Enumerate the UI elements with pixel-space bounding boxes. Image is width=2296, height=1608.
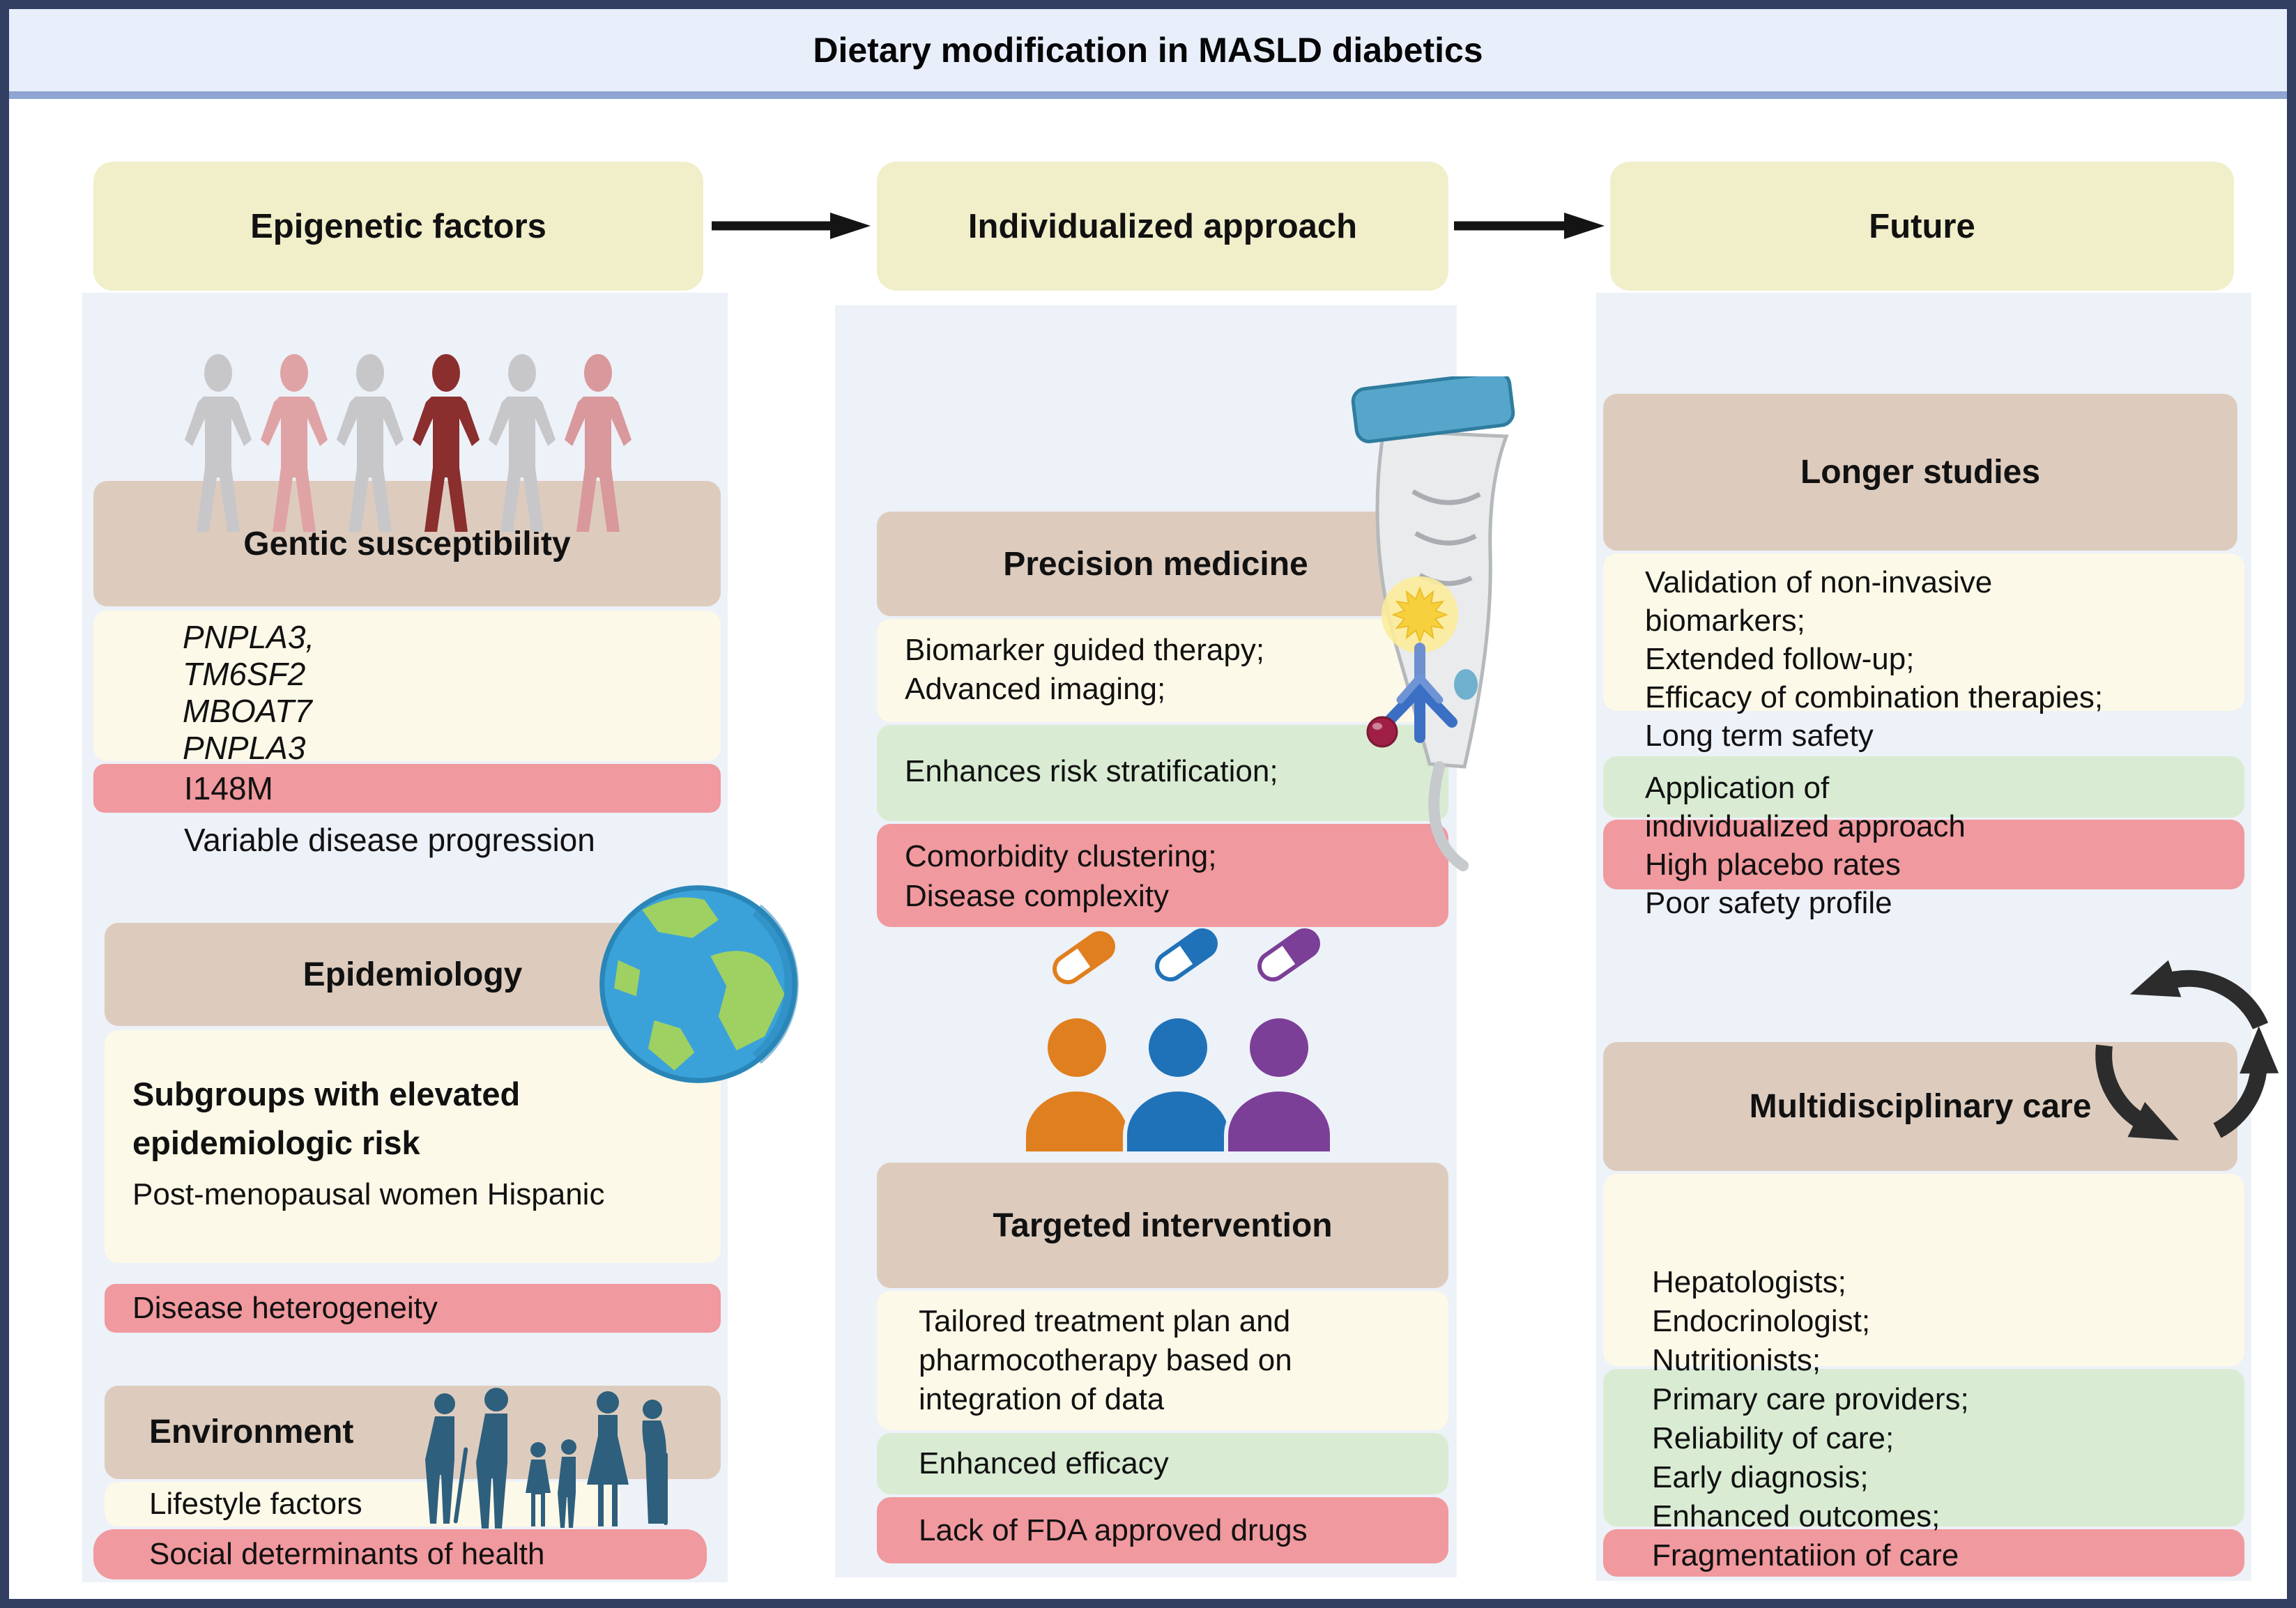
epidemiology-body-text: Post-menopausal women Hispanic (132, 1177, 605, 1211)
multidisciplinary-lines (1652, 1263, 1969, 1575)
targeted-body-lines (919, 1302, 1292, 1419)
care-team-line: Enhanced outcomes; (1652, 1499, 1941, 1533)
care-team-line: Primary care providers; (1652, 1382, 1969, 1416)
cycle-arrows-icon (2081, 956, 2283, 1158)
future-benefit-line: Application of (1645, 771, 1830, 805)
epidemiology-subtitle-line2: epidemiologic risk (132, 1124, 420, 1161)
title-bar (9, 9, 2287, 99)
gene-name: TM6SF2 (183, 656, 306, 692)
section-header-label: Multidisciplinary care (1749, 1088, 2092, 1125)
section-header-label: Gentic susceptibility (243, 525, 571, 562)
gene-name: PNPLA3, (183, 619, 315, 655)
genetic-note: Variable disease progression (184, 822, 595, 858)
targeted-benefit-text: Enhanced efficacy (919, 1446, 1169, 1480)
epidemiology-risk-text: Disease heterogeneity (132, 1291, 438, 1325)
environment-risk-text: Social determinants of health (149, 1537, 545, 1571)
targeted-intervention-header-box (877, 1163, 1448, 1288)
longer-line: biomarkers; (1645, 604, 1805, 638)
column-header-individualized-approach (877, 162, 1448, 291)
column-header-label: Individualized approach (967, 207, 1358, 245)
future-risk-line: High placebo rates (1645, 848, 1901, 882)
environment-header-label: Environment (149, 1414, 354, 1450)
longer-line: Efficacy of combination therapies; (1645, 680, 2104, 714)
patient-icon (1024, 1016, 1130, 1154)
gene-name: MBOAT7 (183, 693, 312, 729)
epidemiology-subtitle-line1: Subgroups with elevated (132, 1075, 521, 1112)
longer-line: Validation of non-invasive (1645, 565, 1993, 599)
column-header-label: Epigenetic factors (250, 207, 546, 245)
gene-name: PNPLA3 (183, 730, 306, 766)
section-header-label: Precision medicine (1003, 545, 1308, 583)
family-icon (418, 1386, 676, 1529)
precision-line: Advanced imaging; (905, 672, 1166, 706)
care-team-line: Hepatologists; (1652, 1265, 1846, 1299)
person-icon (185, 354, 632, 532)
precision-benefit-text: Enhances risk stratification; (905, 754, 1278, 788)
longer-studies-header-box (1603, 394, 2237, 551)
patient-icon (1125, 1016, 1231, 1154)
targeted-line: pharmocotherapy based on (919, 1343, 1292, 1377)
flow-arrow-icon (1451, 209, 1608, 243)
antibody-biomarker-icon (1342, 572, 1502, 781)
care-team-line: Fragmentatiion of care (1652, 1538, 1959, 1572)
patient-icon (1226, 1016, 1332, 1154)
section-header-label: Epidemiology (303, 956, 523, 993)
figure-title: Dietary modification in MASLD diabetics (813, 31, 1483, 70)
precision-line: Biomarker guided therapy; (905, 633, 1265, 667)
precision-risk-line: Comorbidity clustering; (905, 839, 1217, 873)
targeted-line: Tailored treatment plan and (919, 1304, 1291, 1338)
population-people-icons (180, 352, 640, 542)
care-team-line: Endocrinologist; (1652, 1304, 1871, 1338)
targeted-line: integration of data (919, 1382, 1165, 1416)
precision-risk-lines (905, 836, 1217, 916)
variant-label: I148M (184, 770, 273, 806)
care-team-line: Early diagnosis; (1652, 1460, 1869, 1494)
longer-studies-lines (1645, 563, 2103, 755)
patient-group-icons (1014, 1014, 1342, 1157)
longer-line: Extended follow-up; (1645, 642, 1915, 676)
care-team-line: Reliability of care; (1652, 1421, 1895, 1455)
care-team-line: Nutritionists; (1652, 1343, 1821, 1377)
column-header-future (1610, 162, 2234, 291)
precision-risk-line: Disease complexity (905, 879, 1170, 913)
environment-body-text: Lifestyle factors (149, 1487, 362, 1521)
future-risk-line: Poor safety profile (1645, 886, 1892, 920)
column-header-label: Future (1869, 207, 1975, 245)
future-benefit-risk-lines (1645, 769, 1966, 922)
longer-line: Long term safety (1645, 719, 1874, 753)
section-header-label: Targeted intervention (993, 1207, 1333, 1244)
globe-icon (598, 884, 799, 1085)
column-header-epigenetic-factors (93, 162, 703, 291)
future-benefit-line: individualized approach (1645, 809, 1966, 843)
precision-body-lines (905, 631, 1264, 709)
targeted-risk-text: Lack of FDA approved drugs (919, 1513, 1308, 1547)
section-header-label: Longer studies (1800, 454, 2041, 491)
gene-list (183, 619, 314, 767)
flow-arrow-icon (707, 209, 875, 243)
